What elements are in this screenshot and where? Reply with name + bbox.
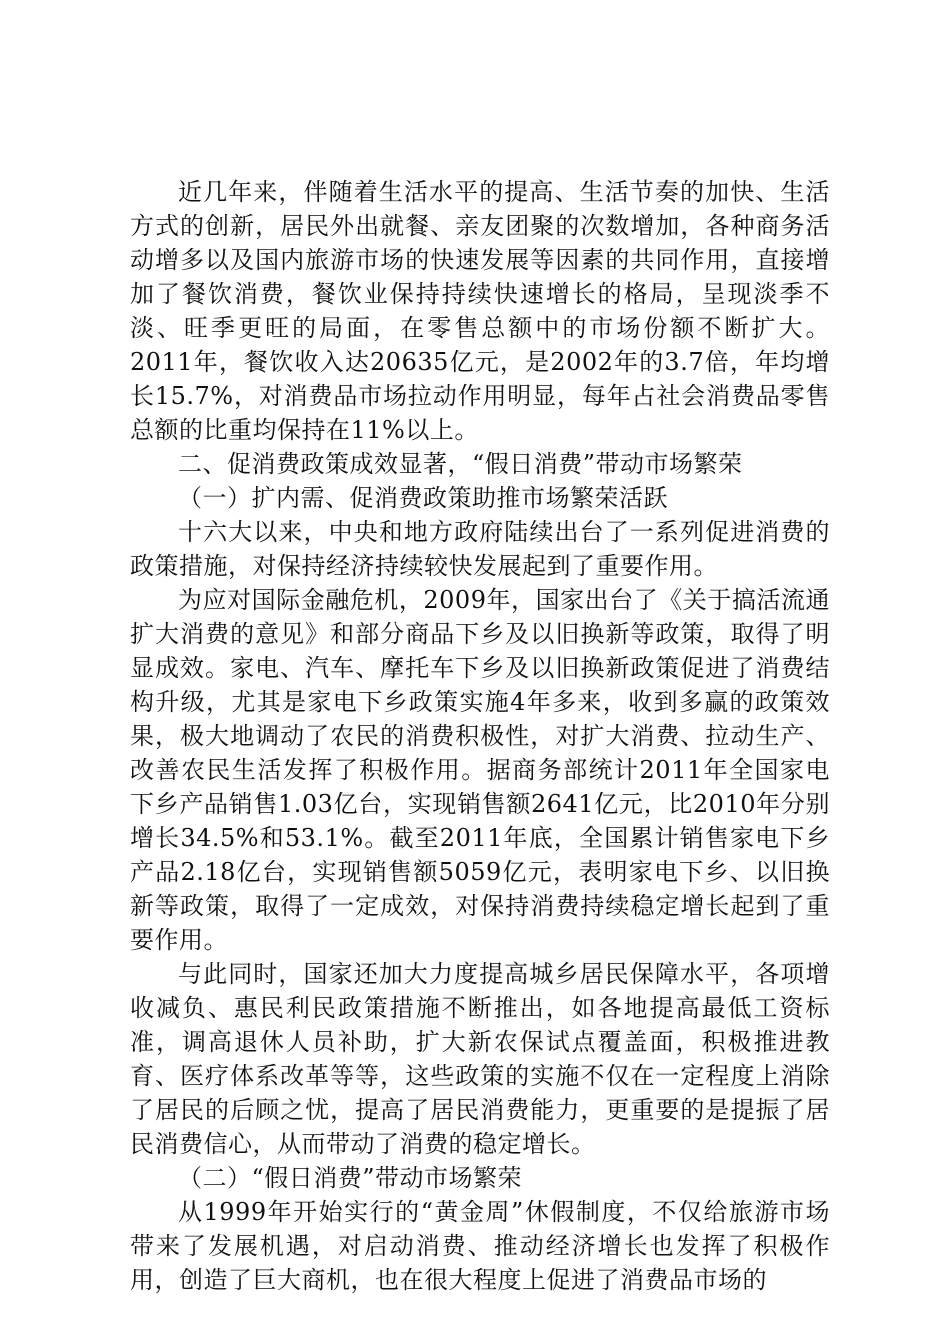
paragraph-financial-crisis: 为应对国际金融危机，2009年，国家出台了《关于搞活流通扩大消费的意见》和部分商品下乡及以旧换新等政策，取得了明显成效。家电、汽车、摩托车下乡及以旧换新政策促进了消费结构升级，尤其是家电下乡政策实施4年多来，收到多赢的政策效果，极大地调动了农民的消费积极性，对扩大消费、拉动生产、改善农民生活发挥了积极作用。据商务部统计2011年全国家电下乡产品销售1.03亿台，实现销售额2641亿元，比2010年分别增长34.5%和53.1%。截至2011年底，全国累计销售家电下乡产品2.18亿台，实现销售额5059亿元，表明家电下乡、以旧换新等政策，取得了一定成效，对保持消费持续稳定增长起到了重要作用。 <box>130 586 830 954</box>
document-page <box>130 175 830 1297</box>
paragraph-catering-growth: 近几年来，伴随着生活水平的提高、生活节奏的加快、生活方式的创新，居民外出就餐、亲友团聚的次数增加，各种商务活动增多以及国内旅游市场的快速发展等因素的共同作用，直接增加了餐饮消费，餐饮业保持持续快速增长的格局，呈现淡季不淡、旺季更旺的局面，在零售总额中的市场份额不断扩大。2011年，餐饮收入达20635亿元，是2002年的3.7倍，年均增长15.7%，对消费品市场拉动作用明显，每年占社会消费品零售总额的比重均保持在11%以上。 <box>130 178 830 444</box>
paragraph-golden-week: 从1999年开始实行的“黄金周”休假制度，不仅给旅游市场带来了发展机遇，对启动消费、推动经济增长也发挥了积极作用，创造了巨大商机，也在很大程度上促进了消费品市场的 <box>130 1198 830 1294</box>
paragraph-social-security: 与此同时，国家还加大力度提高城乡居民保障水平，各项增收减负、惠民利民政策措施不断推出，如各地提高最低工资标准，调高退休人员补助，扩大新农保试点覆盖面，积极推进教育、医疗体系改革等等，这些政策的实施不仅在一定程度上消除了居民的后顾之忧，提高了居民消费能力，更重要的是提振了居民消费信心，从而带动了消费的稳定增长。 <box>130 960 830 1158</box>
subsection-heading-2: （二）“假日消费”带动市场繁荣 <box>178 1164 523 1192</box>
subsection-heading-1: （一）扩内需、促消费政策助推市场繁荣活跃 <box>178 484 668 512</box>
paragraph-policy-intro: 十六大以来，中央和地方政府陆续出台了一系列促进消费的政策措施，对保持经济持续较快发展起到了重要作用。 <box>130 518 830 580</box>
section-heading-2: 二、促消费政策成效显著，“假日消费”带动市场繁荣 <box>178 450 743 478</box>
